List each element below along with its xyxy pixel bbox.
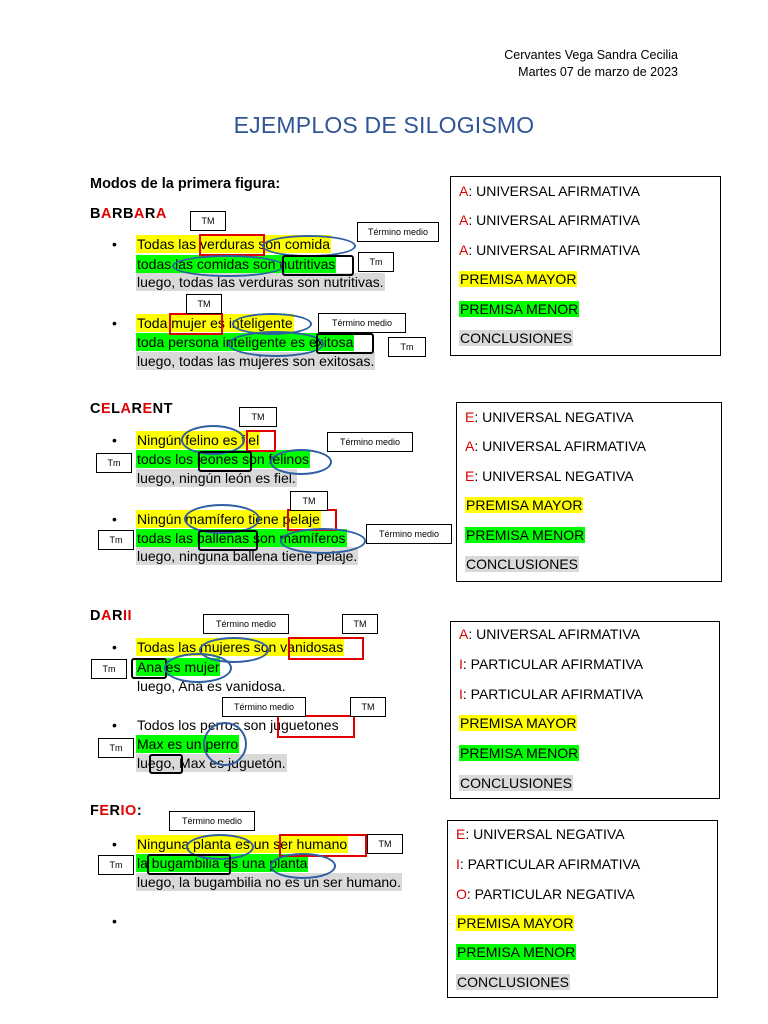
legend-row: CONCLUSIONES — [460, 775, 573, 791]
premise-mayor: Todos los perros son juguetones — [137, 717, 339, 733]
middle-term-oval — [270, 449, 332, 475]
term-box-black — [149, 754, 183, 774]
legend-row: PREMISA MAYOR — [460, 715, 577, 731]
legend-row: E: UNIVERSAL NEGATIVA — [465, 409, 634, 425]
legend-row: A: UNIVERSAL AFIRMATIVA — [465, 438, 647, 454]
term-box-black — [198, 451, 252, 472]
term-box-red — [169, 313, 223, 335]
premise-menor: Max es un perro — [137, 736, 239, 752]
premise-menor: Ana es mujer — [137, 659, 220, 675]
legend-row: PREMISA MENOR — [457, 944, 576, 960]
legend-row: A: UNIVERSAL AFIRMATIVA — [459, 212, 641, 228]
conclusion: luego, ninguna ballena tiene pelaje. — [137, 548, 358, 564]
middle-term-oval — [203, 722, 247, 766]
legend-row: CONCLUSIONES — [460, 330, 573, 346]
conclusion: luego, la bugambilia no es un ser humano. — [137, 874, 401, 890]
tag-termino-medio: Término medio — [169, 811, 255, 831]
premise-mayor: Todas las mujeres son vanidosas — [137, 639, 344, 655]
tag-tm: TM — [186, 294, 222, 314]
legend-box-celarent — [456, 402, 722, 582]
middle-term-oval — [270, 853, 336, 879]
tag-termino-medio: Término medio — [318, 313, 406, 333]
author-name: Cervantes Vega Sandra Cecilia — [504, 48, 678, 62]
bullet-marker: • — [112, 836, 117, 852]
mode-title-celarent: CELARENT — [90, 401, 173, 417]
middle-term-oval — [164, 653, 232, 683]
legend-row: E: UNIVERSAL NEGATIVA — [456, 826, 625, 842]
legend-row: A: UNIVERSAL AFIRMATIVA — [459, 626, 641, 642]
bullet-marker: • — [112, 315, 117, 331]
legend-row: PREMISA MAYOR — [466, 497, 583, 513]
middle-term-oval — [228, 331, 324, 357]
tag-termino-medio: Término medio — [327, 432, 413, 452]
premise-menor: todas las comidas son nutritivas — [137, 256, 336, 272]
legend-row: E: UNIVERSAL NEGATIVA — [465, 468, 634, 484]
legend-row: I: PARTICULAR AFIRMATIVA — [456, 856, 641, 872]
tag-tm-lower: Tm — [91, 659, 127, 679]
tag-tm-lower: Tm — [358, 252, 394, 272]
tag-tm: TM — [367, 834, 403, 854]
bullet-marker: • — [112, 717, 117, 733]
tag-tm-lower: Tm — [98, 738, 134, 758]
conclusion: luego, todas las verduras son nutritivas. — [137, 274, 384, 290]
tag-tm: TM — [239, 407, 277, 427]
premise-menor: la bugambilia es una planta — [137, 855, 308, 871]
legend-row: CONCLUSIONES — [457, 974, 570, 990]
tag-tm-lower: Tm — [388, 337, 426, 357]
legend-row: I: PARTICULAR AFIRMATIVA — [459, 656, 644, 672]
mode-title-ferio: FERIO: — [90, 803, 143, 819]
legend-row: A: UNIVERSAL AFIRMATIVA — [459, 242, 641, 258]
section-subtitle: Modos de la primera figura: — [90, 176, 281, 192]
premise-menor: todas las ballenas son mamíferos — [137, 530, 346, 546]
term-box-black — [316, 333, 374, 354]
conclusion: luego, Ana es vanidosa. — [137, 678, 286, 694]
term-box-black — [131, 658, 167, 679]
tag-termino-medio: Término medio — [357, 222, 439, 242]
premise-menor: todos los leones son felinos — [137, 451, 309, 467]
term-box-black — [282, 255, 354, 276]
bullet-marker: • — [112, 236, 117, 252]
legend-box-ferio — [447, 820, 718, 998]
legend-row: A: UNIVERSAL AFIRMATIVA — [459, 183, 641, 199]
document-date: Martes 07 de marzo de 2023 — [518, 65, 678, 79]
legend-box-darii — [450, 621, 720, 799]
legend-row: PREMISA MENOR — [460, 745, 579, 761]
document-header — [504, 47, 678, 81]
middle-term-oval — [280, 528, 366, 554]
bullet-marker: • — [112, 432, 117, 448]
legend-row: CONCLUSIONES — [466, 556, 579, 572]
term-box-black — [198, 530, 258, 551]
term-box-red — [199, 234, 265, 256]
bullet-marker: • — [112, 511, 117, 527]
tag-tm-lower: Tm — [98, 855, 134, 875]
legend-row: PREMISA MENOR — [466, 527, 585, 543]
tag-termino-medio: Término medio — [203, 614, 289, 634]
legend-box-barbara — [450, 176, 721, 356]
term-box-red — [288, 637, 364, 660]
premise-mayor: Toda mujer es inteligente — [137, 315, 293, 331]
conclusion: luego, ningún león es fiel. — [137, 470, 296, 486]
page-title: EJEMPLOS DE SILOGISMO — [233, 112, 535, 138]
legend-row: PREMISA MAYOR — [457, 915, 574, 931]
term-box-red — [277, 715, 355, 738]
middle-term-oval — [172, 255, 284, 277]
tag-tm-lower: Tm — [98, 530, 134, 550]
premise-menor: toda persona inteligente es exitosa — [137, 334, 354, 350]
tag-tm: TM — [190, 211, 226, 231]
premise-mayor: Ninguna planta es un ser humano — [137, 836, 348, 852]
tag-tm-lower: Tm — [96, 453, 132, 473]
legend-row: O: PARTICULAR NEGATIVA — [456, 886, 635, 902]
tag-termino-medio: Término medio — [222, 697, 306, 717]
mode-title-barbara: BARBARA — [90, 206, 167, 222]
conclusion: luego, todas las mujeres son exitosas. — [137, 353, 375, 369]
tag-tm: TM — [290, 491, 328, 511]
tag-termino-medio: Término medio — [366, 524, 452, 544]
tag-tm: TM — [350, 697, 386, 717]
legend-row: PREMISA MAYOR — [460, 271, 577, 287]
bullet-marker-empty: • — [112, 913, 117, 929]
legend-row: PREMISA MENOR — [460, 301, 579, 317]
mode-title-darii: DARII — [90, 608, 133, 624]
bullet-marker: • — [112, 639, 117, 655]
premise-mayor: Ningún mamífero tiene pelaje — [137, 511, 320, 527]
legend-row: I: PARTICULAR AFIRMATIVA — [459, 686, 644, 702]
premise-mayor: Ningún felino es fiel — [137, 432, 260, 448]
term-box-red — [246, 430, 276, 452]
tag-tm: TM — [342, 614, 378, 634]
term-box-black — [147, 854, 231, 875]
middle-term-oval — [262, 235, 356, 257]
conclusion: luego, Max es juguetón. — [137, 755, 286, 771]
premise-mayor: Todas las verduras son comida — [137, 236, 330, 252]
